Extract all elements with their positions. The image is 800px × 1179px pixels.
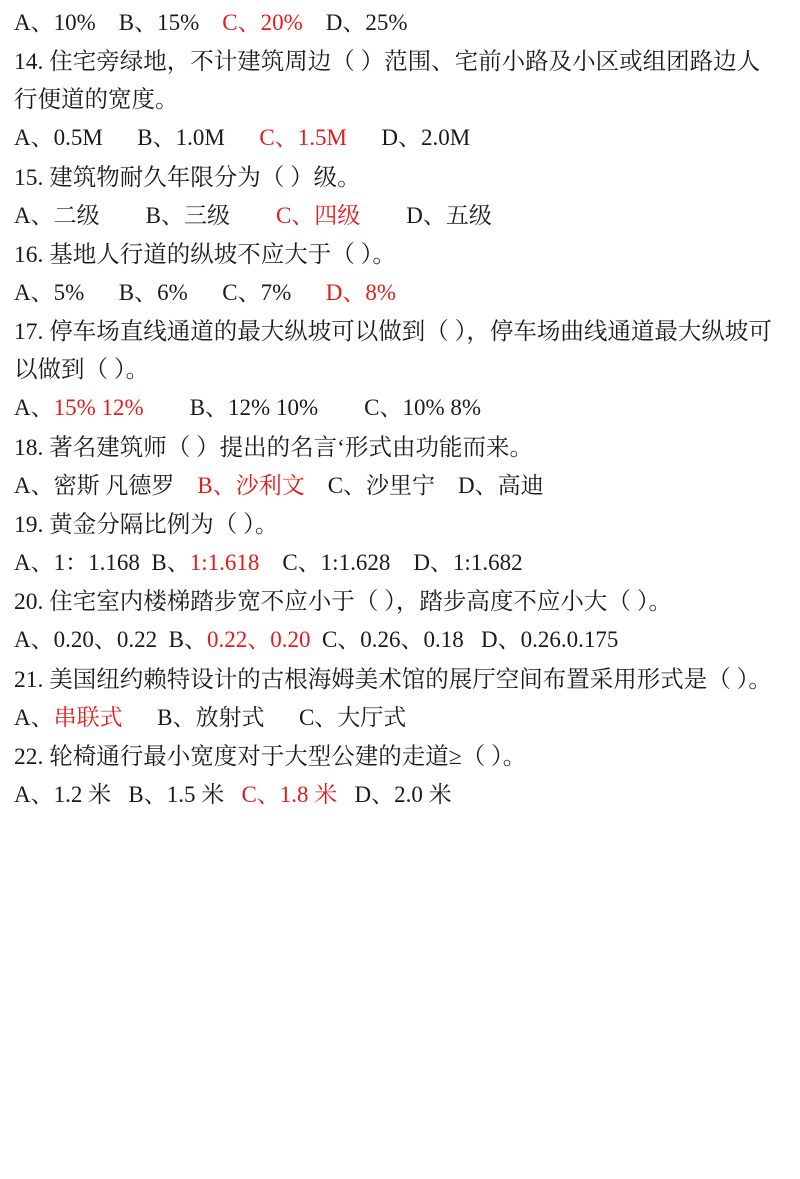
- question-block: [14, 43, 782, 156]
- option-text: D、25%: [302, 10, 408, 35]
- question-stem: 22. 轮椅通行最小宽度对于大型公建的走道≥（ ）。: [14, 743, 527, 770]
- question-stem: 20. 住宅室内楼梯踏步宽不应小于（ ），踏步高度不应小大（ ）。: [14, 589, 672, 616]
- question-stem: 16. 基地人行道的纵坡不应大于（ ）。: [14, 241, 396, 268]
- option-text: D、2.0 米: [337, 781, 452, 807]
- option-text: B、放射式 C、大厅式: [122, 704, 407, 730]
- question-stem: 14. 住宅旁绿地，不计建筑周边（ ）范围、宅前小路及小区或组团路边人行便道的宽度。: [14, 49, 761, 114]
- option-text: D、2.0M: [346, 125, 471, 151]
- option-text: C、1:1.628 D、1:1.682: [259, 550, 523, 575]
- question-options: [14, 389, 782, 426]
- question-options: [14, 197, 782, 234]
- option-text: A、: [14, 395, 54, 421]
- question-options: [14, 776, 782, 813]
- question-stem: 17. 停车场直线通道的最大纵坡可以做到（ ），停车场曲线通道最大纵坡可以做到（ ）。: [14, 319, 772, 384]
- question-block: [14, 583, 782, 658]
- option-text: A、0.20、0.22 B、: [14, 627, 207, 653]
- question-list: [14, 4, 782, 813]
- question-stem: 21. 美国纽约赖特设计的古根海姆美术馆的展厅空间布置采用形式是（ ）。: [14, 666, 772, 693]
- answer-highlight: 1:1.618: [189, 550, 260, 575]
- option-text: C、0.26、0.18 D、0.26.0.175: [310, 627, 619, 653]
- option-text: A、: [14, 704, 54, 730]
- answer-highlight: C、四级: [275, 202, 361, 228]
- question-stem: 19. 黄金分隔比例为（ ）。: [14, 511, 279, 538]
- question-block: [14, 159, 782, 234]
- question-options: [14, 274, 782, 311]
- option-text: A、0.5M B、1.0M: [14, 125, 260, 151]
- question-block: [14, 429, 782, 504]
- answer-highlight: B、沙利文: [197, 472, 305, 498]
- question-block: [14, 661, 782, 736]
- answer-highlight: D、8%: [325, 280, 397, 305]
- option-text: A、1.2 米 B、1.5 米: [14, 781, 242, 807]
- question-stem: 18. 著名建筑师（ ）提出的名言‘形式由功能而来。: [14, 434, 533, 461]
- question-block: [14, 506, 782, 581]
- option-text: A、二级 B、三级: [14, 202, 276, 228]
- option-text: A、5% B、6% C、7%: [14, 280, 326, 305]
- answer-highlight: 串联式: [53, 704, 123, 730]
- option-text: A、1：1.168 B、: [14, 550, 190, 575]
- question-options: [14, 621, 782, 658]
- answer-highlight: 15% 12%: [53, 395, 144, 421]
- question-block: [14, 4, 782, 41]
- option-text: C、沙里宁 D、高迪: [304, 472, 544, 498]
- option-text: D、五级: [360, 202, 492, 228]
- answer-highlight: C、1.8 米: [241, 781, 338, 807]
- question-options: [14, 119, 782, 156]
- question-options: [14, 4, 782, 41]
- question-block: [14, 313, 782, 426]
- option-text: A、10% B、15%: [14, 10, 223, 35]
- answer-highlight: 0.22、0.20: [206, 627, 311, 653]
- answer-highlight: C、20%: [222, 10, 303, 35]
- question-block: [14, 236, 782, 311]
- question-options: [14, 699, 782, 736]
- question-options: [14, 544, 782, 581]
- option-text: B、12% 10% C、10% 8%: [143, 395, 482, 421]
- option-text: A、密斯 凡德罗: [14, 472, 198, 498]
- question-options: [14, 467, 782, 504]
- question-stem: 15. 建筑物耐久年限分为（ ）级。: [14, 164, 361, 191]
- question-block: [14, 738, 782, 813]
- answer-highlight: C、1.5M: [259, 125, 347, 151]
